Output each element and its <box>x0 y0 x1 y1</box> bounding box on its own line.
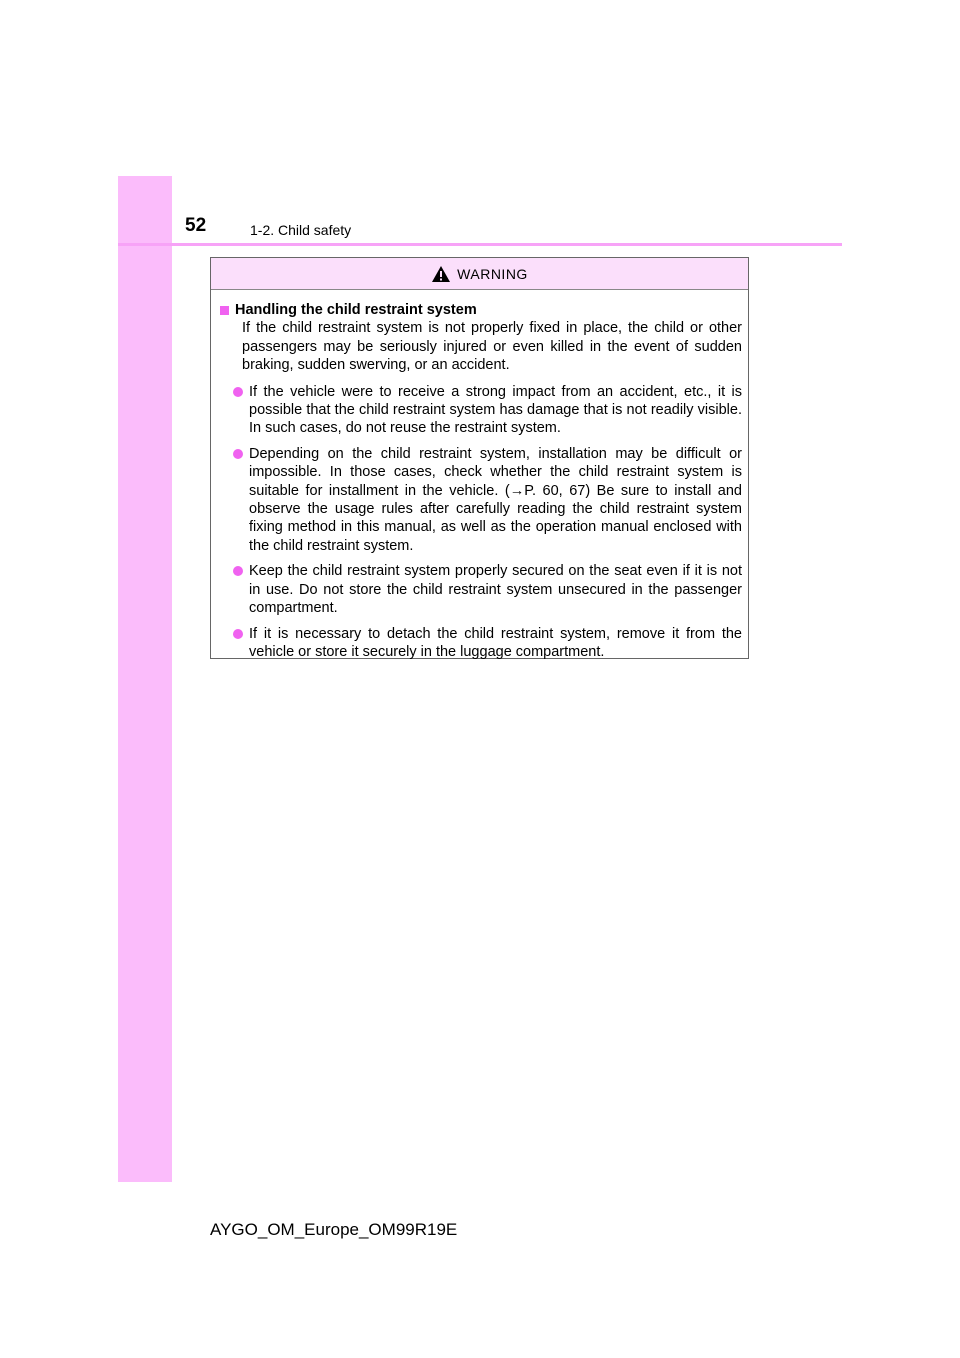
warning-box <box>210 257 749 659</box>
warning-label: WARNING <box>457 265 528 282</box>
warning-body <box>211 290 748 661</box>
list-item <box>220 383 742 438</box>
sidebar-tab <box>118 176 172 1182</box>
list-item <box>220 562 742 617</box>
circle-bullet-icon <box>233 449 243 459</box>
list-item <box>220 625 742 662</box>
list-item <box>220 445 742 555</box>
square-bullet-icon <box>220 306 229 315</box>
list-item-text: If it is necessary to detach the child restraint system, remove it from the vehicle or store it securely in the luggage compartment. <box>249 625 742 660</box>
header-rule <box>118 243 842 246</box>
warning-header <box>211 258 748 290</box>
footer-code: AYGO_OM_Europe_OM99R19E <box>210 1220 458 1239</box>
circle-bullet-icon <box>233 566 243 576</box>
list-item-text: Keep the child restraint system properly secured on the seat even if it is not in use. Do not store the child restraint system unsecured in the passenger compartment. <box>249 563 742 617</box>
warning-intro: If the child restraint system is not properly fixed in place, the child or other passengers may be seriously injured or even killed in the event of sudden braking, sudden swerving, or an accident. <box>242 320 742 374</box>
list-item-text: If the vehicle were to receive a strong impact from an accident, etc., it is possible that the child restraint system has damage that is not readily visible. In such cases, do not reuse the restraint system. <box>249 383 742 437</box>
warning-heading <box>220 301 742 319</box>
section-title: 1-2. Child safety <box>250 222 352 238</box>
page-number: 52 <box>185 215 207 236</box>
warning-triangle-icon <box>431 265 451 283</box>
list-item-text: Depending on the child restraint system, installation may be difficult or impossible. In those cases, check whether the child restraint system is suitable for installment in the vehicle. (→P. 60, 67) Be sure to install and observe the usage rules after carefully reading the child restraint system fixing method in this manual, as well as the operation manual enclosed with the child restraint system. <box>249 445 742 554</box>
circle-bullet-icon <box>233 387 243 397</box>
circle-bullet-icon <box>233 629 243 639</box>
warning-heading-text: Handling the child restraint system <box>235 302 477 318</box>
